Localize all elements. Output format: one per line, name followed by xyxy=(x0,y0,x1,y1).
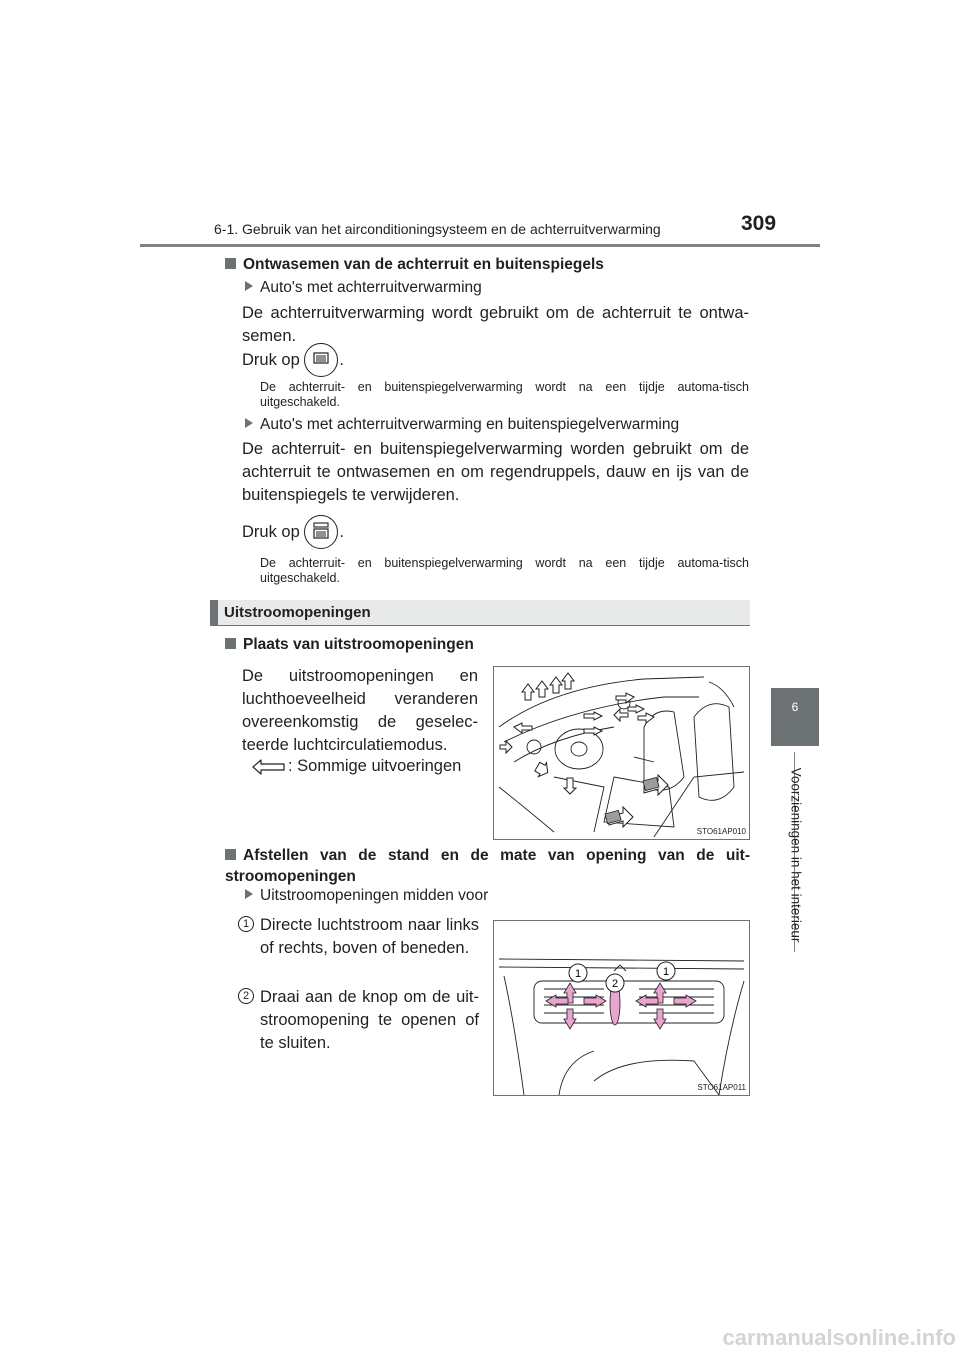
section-bar xyxy=(210,600,218,625)
triangle-bullet-icon xyxy=(245,889,253,899)
location-text: De uitstroomopeningen en luchthoeveelheid veranderen overeenkomstig de geselec-teerde luchtcirculatiemodus. xyxy=(242,667,478,754)
location-legend: : Sommige uitvoeringen xyxy=(252,755,461,778)
watermark xyxy=(720,1319,960,1358)
adjust-item-2-num: 2 xyxy=(238,986,254,1004)
section-header xyxy=(210,600,750,626)
page-number: 309 xyxy=(741,212,777,235)
vent-location-figure xyxy=(493,666,750,840)
header-rule xyxy=(140,244,820,247)
center-vent-figure xyxy=(493,920,750,1096)
figure-code-2: STO61AP011 xyxy=(697,1083,746,1092)
adjust-heading: Afstellen van de stand en de mate van opening van de uit-stroomopeningen xyxy=(225,847,750,885)
callout-1-right: 1 xyxy=(662,966,670,978)
mirror-defogger-button-icon xyxy=(304,515,338,549)
triangle-bullet-icon xyxy=(245,281,253,291)
callout-1-left: 1 xyxy=(574,968,582,980)
adjust-item-2-text: Draai aan de knop om de uit-stroomopening te openen of te sluiten. xyxy=(260,988,479,1052)
chapter-tab[interactable] xyxy=(771,688,819,746)
rear-defogger-button-icon xyxy=(304,343,338,377)
header-section-title: 6-1. Gebruik van het airconditioningsysteem en de achterruitverwarming xyxy=(214,221,661,237)
variant1-label: Auto's met achterruitverwarming xyxy=(245,279,482,297)
square-bullet-icon xyxy=(225,638,236,649)
variant1-note: De achterruit- en buitenspiegelverwarming wordt na een tijdje automa-tisch uitgeschakeld. xyxy=(260,380,749,409)
variant2-label: Auto's met achterruitverwarming en buitenspiegelverwarming xyxy=(245,416,679,434)
chapter-label-box xyxy=(770,760,822,950)
watermark-text: carmanualsonline.info xyxy=(722,1325,956,1350)
figure-code-1: STO61AP010 xyxy=(696,827,746,836)
square-bullet-icon xyxy=(225,849,236,860)
adjust-item-1-num: 1 xyxy=(238,914,254,932)
variant1-text: De achterruitverwarming wordt gebruikt om de achterruit te ontwa-semen. xyxy=(242,304,749,345)
chapter-label: Voorzieningen in het interieur xyxy=(788,767,804,943)
variant2-note: De achterruit- en buitenspiegelverwarming wordt na een tijdje automa-tisch uitgeschakeld. xyxy=(260,556,749,585)
defog-heading: Ontwasemen van de achterruit en buitenspiegels xyxy=(225,256,604,274)
legend-arrow-icon xyxy=(252,758,286,776)
center-vent-illustration xyxy=(494,921,749,1095)
section-title: Uitstroomopeningen xyxy=(224,604,371,621)
callout-2: 2 xyxy=(611,978,619,990)
square-bullet-icon xyxy=(225,258,236,269)
triangle-bullet-icon xyxy=(245,418,253,428)
location-heading: Plaats van uitstroomopeningen xyxy=(225,636,474,654)
chapter-number: 6 xyxy=(791,700,799,714)
adjust-sub-label: Uitstroomopeningen midden voor xyxy=(245,887,488,905)
adjust-item-1-text: Directe luchtstroom naar links of rechts, boven of beneden. xyxy=(260,916,479,957)
variant1-press-line: Druk op . xyxy=(242,342,344,378)
variant2-text: De achterruit- en buitenspiegelverwarming worden gebruikt om de achterruit te ontwasemen en om regendruppels, dauw en ijs van de buitenspiegels te verwijderen. xyxy=(242,440,749,504)
variant2-press-line: Druk op . xyxy=(242,514,344,550)
car-interior-illustration xyxy=(494,667,749,839)
